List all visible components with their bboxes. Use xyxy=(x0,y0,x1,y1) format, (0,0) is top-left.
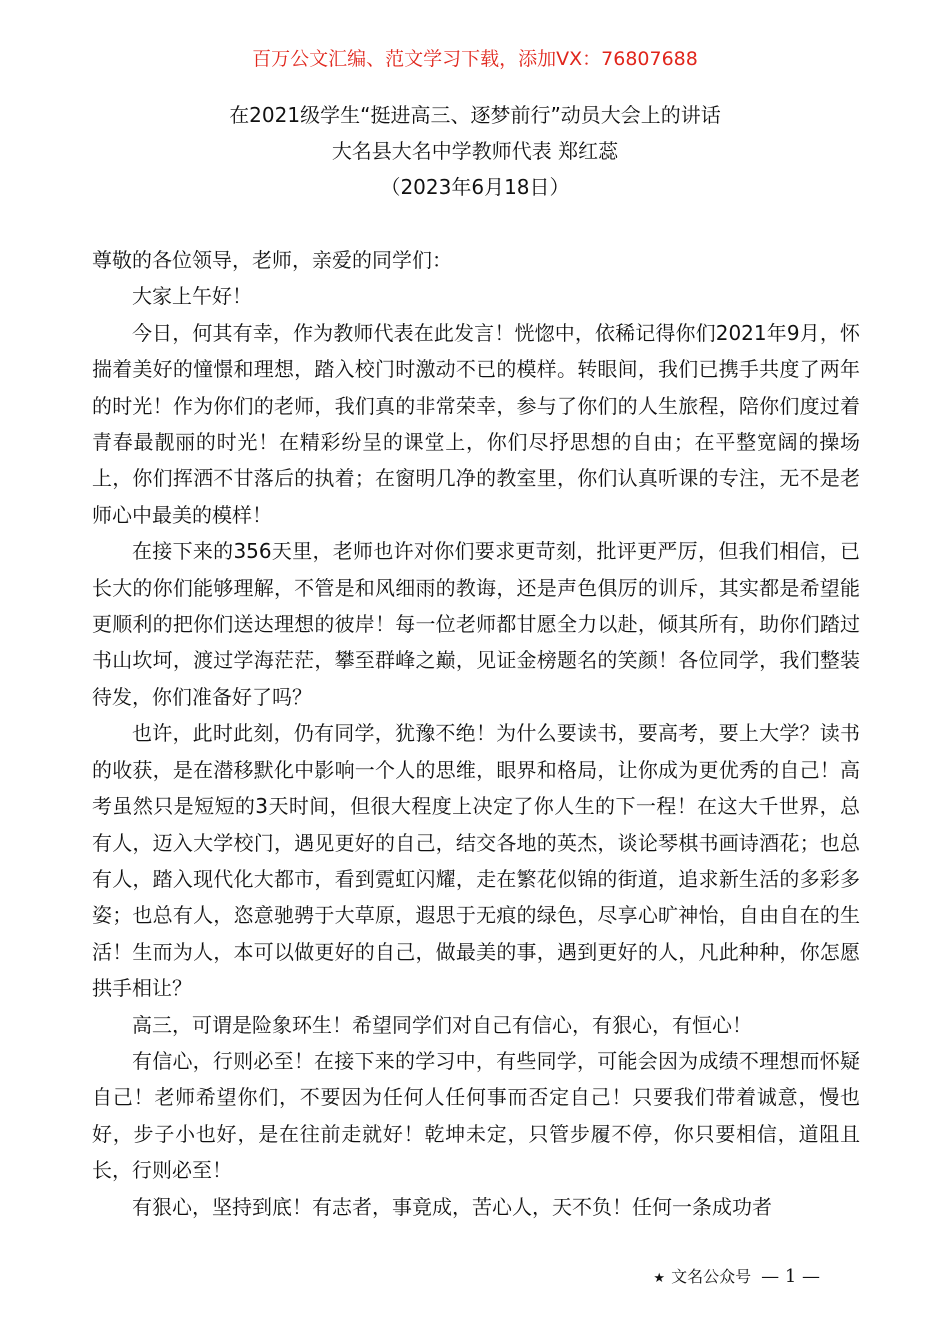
paragraph: 今日，何其有幸，作为教师代表在此发言！恍惚中，依稀记得你们2021年9月，怀揣着美好的憧憬和理想，踏入校门时激动不已的模样。转眼间，我们已携手共度了两年的时光！作为你们的老师，我们真的非常荣幸，参与了你们的人生旅程，陪你们度过着青春最靓丽的时光！在精彩纷呈的课堂上，你们尽抒思想的自由；在平整宽阔的操场上，你们挥洒不甘落后的执着；在窗明几净的教室里，你们认真听课的专注，无不是老师心中最美的模样！ xyxy=(92,320,860,527)
speech-title: 在2021级学生“挺进高三、逐梦前行”动员大会上的讲话 xyxy=(229,103,721,127)
paragraph: 有狠心，坚持到底！有志者，事竟成，苦心人，天不负！任何一条成功者 xyxy=(132,1194,772,1219)
paragraph: 在接下来的356天里，老师也许对你们要求更苛刻，批评更严厉，但我们相信，已长大的你们能够理解，不管是和风细雨的教诲，还是声色俱厉的训斥，其实都是希望能更顺利的把你们送达理想的彼岸！每一位老师都甘愿全力以赴，倾其所有，助你们踏过书山坎坷，渡过学海茫茫，攀至群峰之巅，见证金榜题名的笑颜！各位同学，我们整装待发，你们准备好了吗？ xyxy=(92,539,860,709)
salutation: 尊敬的各位领导，老师，亲爱的同学们： xyxy=(92,248,452,272)
speech-author: 大名县大名中学教师代表 郑红蕊 xyxy=(331,139,619,163)
speech-date: （2023年6月18日） xyxy=(380,175,570,199)
page-number: — 1 — xyxy=(761,1266,820,1287)
download-banner: 百万公文汇编、范文学习下载，添加VX：76807688 xyxy=(252,48,698,70)
speech-body xyxy=(92,242,860,1225)
page-footer xyxy=(653,1264,820,1292)
star-icon: ★ xyxy=(653,1271,666,1286)
paragraph: 也许，此时此刻，仍有同学，犹豫不绝！为什么要读书，要高考，要上大学？读书的收获，是在潜移默化中影响一个人的思维，眼界和格局，让你成为更优秀的自己！高考虽然只是短短的3天时间，但很大程度上决定了你人生的下一程！在这大千世界，总有人，迈入大学校门，遇见更好的自己，结交各地的英杰，谈论琴棋书画诗酒花；也总有人，踏入现代化大都市，看到霓虹闪耀，走在繁花似锦的街道，追求新生活的多彩多姿；也总有人，恣意驰骋于大草原，遐思于无痕的绿色，尽享心旷神怡，自由自在的生活！生而为人，本可以做更好的自己，做最美的事，遇到更好的人，凡此种种，你怎愿拱手相让？ xyxy=(92,721,860,1001)
speech-title-block xyxy=(0,97,950,205)
footer-source: 文名公众号 xyxy=(671,1267,752,1286)
paragraph: 大家上午好！ xyxy=(132,284,252,309)
paragraph: 有信心，行则必至！在接下来的学习中，有些同学，可能会因为成绩不理想而怀疑自己！老师希望你们，不要因为任何人任何事而否定自己！只要我们带着诚意，慢也好，步子小也好，是在往前走就好！乾坤未定，只管步履不停，你只要相信，道阻且长，行则必至！ xyxy=(92,1048,860,1183)
paragraph: 高三，可谓是险象环生！希望同学们对自己有信心，有狠心，有恒心！ xyxy=(132,1012,752,1037)
